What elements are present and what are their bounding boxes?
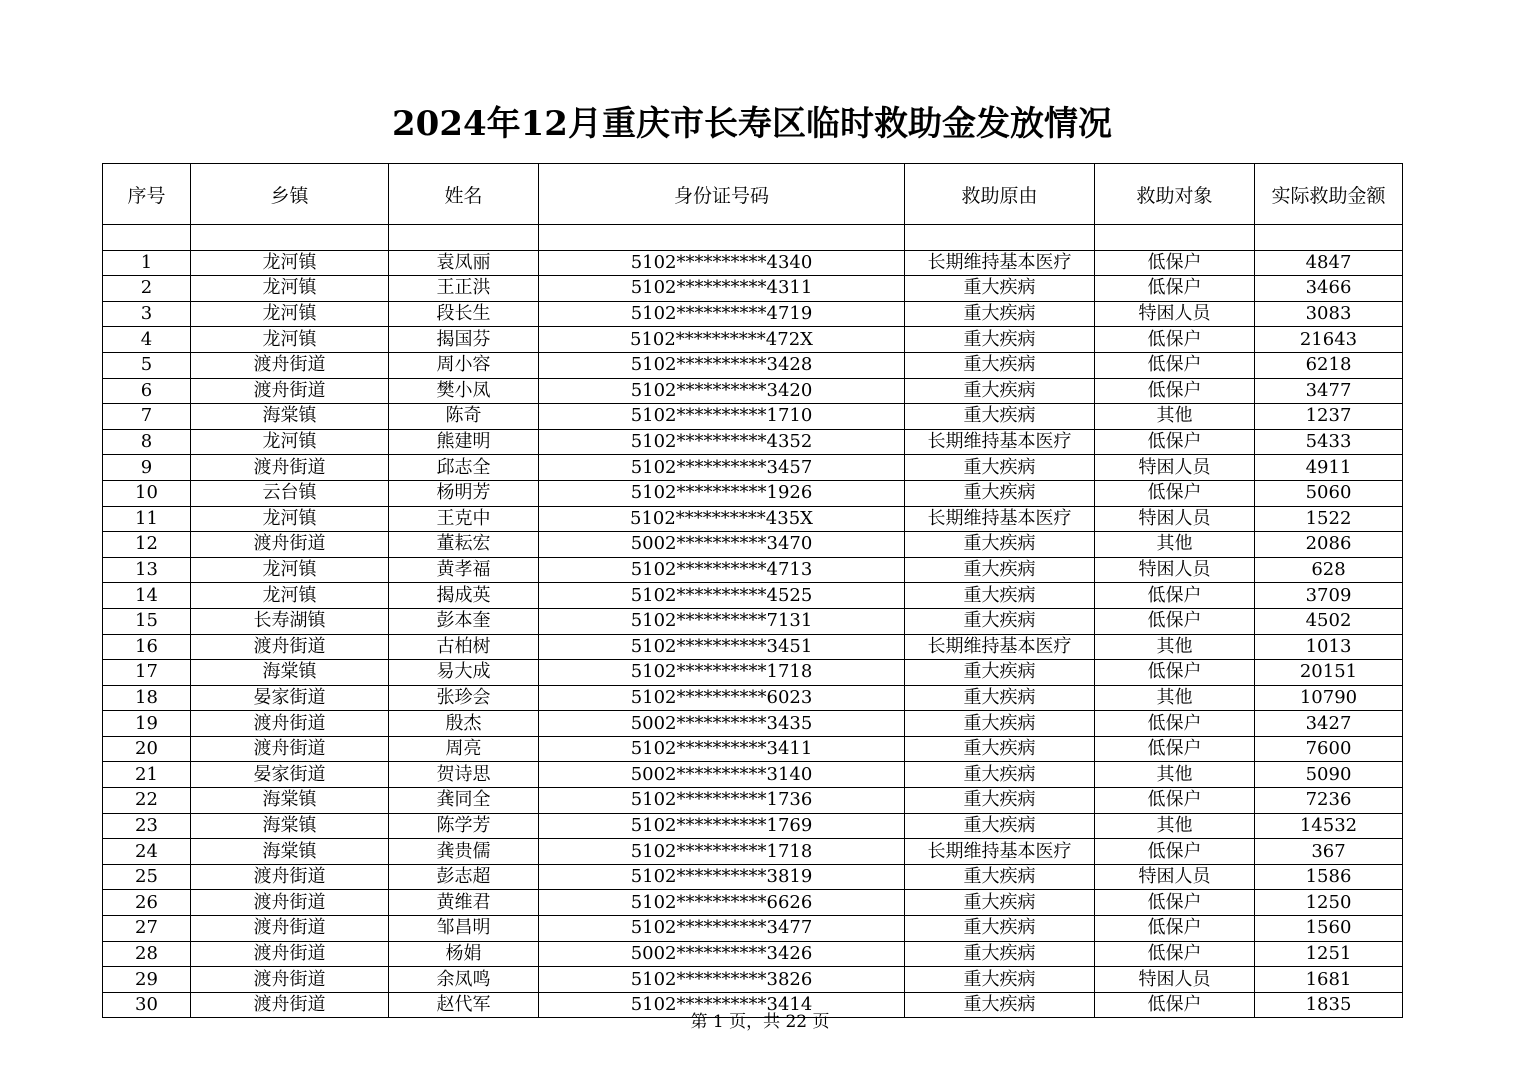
column-header-id-number: 身份证号码	[539, 164, 905, 225]
cell-township: 渡舟街道	[191, 864, 389, 890]
cell-amount: 7236	[1255, 788, 1403, 814]
cell-index: 26	[103, 890, 191, 916]
cell-reason: 重大疾病	[905, 404, 1095, 430]
cell-name: 龚贵儒	[389, 839, 539, 865]
cell-index: 17	[103, 660, 191, 686]
table-row	[103, 967, 1403, 993]
cell-index: 2	[103, 276, 191, 302]
cell-township: 云台镇	[191, 480, 389, 506]
table-row	[103, 352, 1403, 378]
cell-id-number: 5102**********4340	[539, 250, 905, 276]
cell-index: 18	[103, 685, 191, 711]
cell-township: 龙河镇	[191, 557, 389, 583]
cell-name: 贺诗思	[389, 762, 539, 788]
cell-name: 彭志超	[389, 864, 539, 890]
cell-township: 渡舟街道	[191, 890, 389, 916]
cell-amount: 4502	[1255, 608, 1403, 634]
cell-name: 邹昌明	[389, 916, 539, 942]
cell-id-number: 5002**********3426	[539, 941, 905, 967]
cell-name: 邱志全	[389, 455, 539, 481]
cell-name: 杨娟	[389, 941, 539, 967]
cell-reason: 重大疾病	[905, 557, 1095, 583]
cell-index: 25	[103, 864, 191, 890]
cell-reason: 长期维持基本医疗	[905, 429, 1095, 455]
cell-name: 杨明芳	[389, 480, 539, 506]
table-body	[103, 225, 1403, 1018]
cell-township: 渡舟街道	[191, 736, 389, 762]
cell-index: 5	[103, 352, 191, 378]
cell-township: 龙河镇	[191, 429, 389, 455]
page-title: 2024年12月重庆市长寿区临时救助金发放情况	[392, 104, 1112, 144]
cell-name: 陈学芳	[389, 813, 539, 839]
cell-name: 彭本奎	[389, 608, 539, 634]
table-row	[103, 634, 1403, 660]
cell-recipient-type: 其他	[1095, 762, 1255, 788]
cell-id-number: 5102**********3420	[539, 378, 905, 404]
cell-reason: 重大疾病	[905, 276, 1095, 302]
cell-recipient-type: 其他	[1095, 813, 1255, 839]
cell-township: 晏家街道	[191, 762, 389, 788]
cell-index: 1	[103, 250, 191, 276]
cell-name: 黄维君	[389, 890, 539, 916]
cell-amount: 3083	[1255, 301, 1403, 327]
cell-recipient-type: 其他	[1095, 404, 1255, 430]
page-footer: 第 1 页，共 22 页	[690, 1012, 830, 1032]
cell-recipient-type: 低保户	[1095, 352, 1255, 378]
cell-recipient-type: 低保户	[1095, 736, 1255, 762]
cell-reason: 重大疾病	[905, 455, 1095, 481]
cell-township: 渡舟街道	[191, 634, 389, 660]
cell-name: 陈奇	[389, 404, 539, 430]
cell-id-number: 5102**********3477	[539, 916, 905, 942]
cell-id-number: 5102**********4713	[539, 557, 905, 583]
column-header-name: 姓名	[389, 164, 539, 225]
table-row	[103, 788, 1403, 814]
cell-reason: 重大疾病	[905, 660, 1095, 686]
cell-index: 10	[103, 480, 191, 506]
cell-township: 海棠镇	[191, 404, 389, 430]
cell-index: 4	[103, 327, 191, 353]
cell-recipient-type: 低保户	[1095, 711, 1255, 737]
cell-id-number: 5102**********3451	[539, 634, 905, 660]
cell-amount: 1237	[1255, 404, 1403, 430]
table-row	[103, 685, 1403, 711]
cell-id-number: 5102**********7131	[539, 608, 905, 634]
cell-recipient-type: 低保户	[1095, 839, 1255, 865]
cell-amount: 5433	[1255, 429, 1403, 455]
cell-index: 30	[103, 992, 191, 1018]
cell-id-number: 5002**********3140	[539, 762, 905, 788]
cell-township: 海棠镇	[191, 788, 389, 814]
cell-id-number: 5102**********3414	[539, 992, 905, 1018]
table-row	[103, 890, 1403, 916]
cell-township: 渡舟街道	[191, 378, 389, 404]
cell-recipient-type: 低保户	[1095, 941, 1255, 967]
cell-reason: 长期维持基本医疗	[905, 839, 1095, 865]
cell-township: 渡舟街道	[191, 711, 389, 737]
cell-index: 19	[103, 711, 191, 737]
cell-name: 赵代军	[389, 992, 539, 1018]
cell-name: 周亮	[389, 736, 539, 762]
cell-amount: 5060	[1255, 480, 1403, 506]
cell-index: 29	[103, 967, 191, 993]
cell-reason: 重大疾病	[905, 685, 1095, 711]
cell-name: 樊小凤	[389, 378, 539, 404]
cell-id-number: 5102**********472X	[539, 327, 905, 353]
cell-index: 20	[103, 736, 191, 762]
cell-amount: 7600	[1255, 736, 1403, 762]
cell-id-number: 5102**********3428	[539, 352, 905, 378]
cell-index: 12	[103, 532, 191, 558]
cell-recipient-type: 低保户	[1095, 327, 1255, 353]
cell-reason: 重大疾病	[905, 916, 1095, 942]
column-header-reason: 救助原由	[905, 164, 1095, 225]
cell-reason: 重大疾病	[905, 941, 1095, 967]
table-row	[103, 378, 1403, 404]
cell-recipient-type: 低保户	[1095, 378, 1255, 404]
cell-index: 22	[103, 788, 191, 814]
cell-township: 海棠镇	[191, 660, 389, 686]
cell-index: 6	[103, 378, 191, 404]
cell-amount: 20151	[1255, 660, 1403, 686]
cell-amount: 367	[1255, 839, 1403, 865]
cell-amount: 3477	[1255, 378, 1403, 404]
cell-recipient-type: 低保户	[1095, 890, 1255, 916]
cell-recipient-type: 其他	[1095, 634, 1255, 660]
cell-township: 晏家街道	[191, 685, 389, 711]
cell-index: 3	[103, 301, 191, 327]
table-row	[103, 327, 1403, 353]
cell-reason: 重大疾病	[905, 813, 1095, 839]
cell-id-number: 5002**********3470	[539, 532, 905, 558]
cell-amount: 1835	[1255, 992, 1403, 1018]
cell-name: 揭成英	[389, 583, 539, 609]
cell-index: 21	[103, 762, 191, 788]
cell-id-number: 5102**********1718	[539, 660, 905, 686]
cell-reason: 长期维持基本医疗	[905, 250, 1095, 276]
cell-reason: 重大疾病	[905, 378, 1095, 404]
cell-id-number: 5102**********1736	[539, 788, 905, 814]
cell-township: 渡舟街道	[191, 352, 389, 378]
cell-recipient-type: 特困人员	[1095, 455, 1255, 481]
table-row	[103, 813, 1403, 839]
cell-index: 8	[103, 429, 191, 455]
cell-amount: 1251	[1255, 941, 1403, 967]
cell-reason: 重大疾病	[905, 864, 1095, 890]
cell-amount: 1586	[1255, 864, 1403, 890]
cell-amount: 3427	[1255, 711, 1403, 737]
cell-township: 渡舟街道	[191, 941, 389, 967]
cell-id-number: 5102**********1926	[539, 480, 905, 506]
cell-township: 渡舟街道	[191, 967, 389, 993]
column-header-index: 序号	[103, 164, 191, 225]
cell-township: 渡舟街道	[191, 992, 389, 1018]
cell-name: 袁凤丽	[389, 250, 539, 276]
cell-township: 渡舟街道	[191, 455, 389, 481]
cell-amount: 4847	[1255, 250, 1403, 276]
table-row	[103, 762, 1403, 788]
table-row	[103, 711, 1403, 737]
table-row	[103, 916, 1403, 942]
cell-amount: 1560	[1255, 916, 1403, 942]
cell-index: 23	[103, 813, 191, 839]
column-header-recipient-type: 救助对象	[1095, 164, 1255, 225]
cell-index: 15	[103, 608, 191, 634]
cell-reason: 重大疾病	[905, 788, 1095, 814]
cell-township: 龙河镇	[191, 583, 389, 609]
cell-name: 王正洪	[389, 276, 539, 302]
cell-name: 周小容	[389, 352, 539, 378]
cell-id-number: 5102**********1718	[539, 839, 905, 865]
cell-amount: 2086	[1255, 532, 1403, 558]
table-row	[103, 480, 1403, 506]
table-row	[103, 404, 1403, 430]
table-row	[103, 429, 1403, 455]
table-row	[103, 532, 1403, 558]
column-header-amount: 实际救助金额	[1255, 164, 1403, 225]
cell-id-number: 5102**********3826	[539, 967, 905, 993]
cell-recipient-type: 低保户	[1095, 788, 1255, 814]
cell-index: 9	[103, 455, 191, 481]
cell-id-number: 5102**********1769	[539, 813, 905, 839]
cell-index: 16	[103, 634, 191, 660]
cell-index: 28	[103, 941, 191, 967]
column-header-township: 乡镇	[191, 164, 389, 225]
table-row	[103, 583, 1403, 609]
cell-id-number: 5102**********4352	[539, 429, 905, 455]
cell-amount: 21643	[1255, 327, 1403, 353]
cell-recipient-type: 特困人员	[1095, 506, 1255, 532]
cell-recipient-type: 特困人员	[1095, 301, 1255, 327]
cell-reason: 重大疾病	[905, 762, 1095, 788]
cell-index: 27	[103, 916, 191, 942]
cell-amount: 10790	[1255, 685, 1403, 711]
cell-name: 张珍会	[389, 685, 539, 711]
cell-name: 余凤鸣	[389, 967, 539, 993]
cell-amount: 628	[1255, 557, 1403, 583]
cell-recipient-type: 低保户	[1095, 608, 1255, 634]
cell-id-number: 5102**********3457	[539, 455, 905, 481]
cell-recipient-type: 低保户	[1095, 916, 1255, 942]
header-spacer	[103, 225, 1403, 251]
cell-reason: 重大疾病	[905, 890, 1095, 916]
cell-reason: 长期维持基本医疗	[905, 634, 1095, 660]
cell-amount: 14532	[1255, 813, 1403, 839]
cell-reason: 重大疾病	[905, 736, 1095, 762]
cell-name: 董耘宏	[389, 532, 539, 558]
cell-name: 黄孝福	[389, 557, 539, 583]
cell-recipient-type: 低保户	[1095, 480, 1255, 506]
cell-amount: 1681	[1255, 967, 1403, 993]
cell-id-number: 5102**********6023	[539, 685, 905, 711]
table-row	[103, 660, 1403, 686]
cell-id-number: 5102**********4719	[539, 301, 905, 327]
cell-recipient-type: 低保户	[1095, 250, 1255, 276]
cell-index: 7	[103, 404, 191, 430]
cell-name: 龚同全	[389, 788, 539, 814]
cell-index: 24	[103, 839, 191, 865]
cell-recipient-type: 低保户	[1095, 276, 1255, 302]
cell-township: 龙河镇	[191, 301, 389, 327]
cell-recipient-type: 低保户	[1095, 660, 1255, 686]
table-row	[103, 301, 1403, 327]
cell-reason: 重大疾病	[905, 532, 1095, 558]
cell-township: 龙河镇	[191, 506, 389, 532]
cell-reason: 重大疾病	[905, 992, 1095, 1018]
table-row	[103, 250, 1403, 276]
cell-township: 龙河镇	[191, 250, 389, 276]
cell-id-number: 5102**********3819	[539, 864, 905, 890]
cell-recipient-type: 低保户	[1095, 583, 1255, 609]
cell-id-number: 5102**********4525	[539, 583, 905, 609]
cell-reason: 长期维持基本医疗	[905, 506, 1095, 532]
cell-reason: 重大疾病	[905, 583, 1095, 609]
cell-amount: 3709	[1255, 583, 1403, 609]
cell-reason: 重大疾病	[905, 301, 1095, 327]
cell-index: 11	[103, 506, 191, 532]
cell-name: 揭国芬	[389, 327, 539, 353]
table-row	[103, 839, 1403, 865]
cell-index: 13	[103, 557, 191, 583]
cell-id-number: 5102**********6626	[539, 890, 905, 916]
cell-amount: 4911	[1255, 455, 1403, 481]
cell-recipient-type: 低保户	[1095, 992, 1255, 1018]
cell-name: 古柏树	[389, 634, 539, 660]
cell-recipient-type: 低保户	[1095, 429, 1255, 455]
cell-township: 海棠镇	[191, 813, 389, 839]
cell-id-number: 5102**********3411	[539, 736, 905, 762]
table-row	[103, 557, 1403, 583]
cell-recipient-type: 特困人员	[1095, 864, 1255, 890]
header-row	[103, 164, 1403, 225]
cell-township: 海棠镇	[191, 839, 389, 865]
table-row	[103, 941, 1403, 967]
cell-reason: 重大疾病	[905, 608, 1095, 634]
cell-amount: 6218	[1255, 352, 1403, 378]
table-row	[103, 736, 1403, 762]
cell-name: 殷杰	[389, 711, 539, 737]
relief-table	[102, 163, 1403, 1018]
cell-amount: 3466	[1255, 276, 1403, 302]
cell-amount: 1522	[1255, 506, 1403, 532]
cell-name: 段长生	[389, 301, 539, 327]
cell-reason: 重大疾病	[905, 327, 1095, 353]
cell-reason: 重大疾病	[905, 352, 1095, 378]
cell-id-number: 5102**********4311	[539, 276, 905, 302]
cell-reason: 重大疾病	[905, 711, 1095, 737]
table-row	[103, 506, 1403, 532]
cell-reason: 重大疾病	[905, 480, 1095, 506]
cell-recipient-type: 特困人员	[1095, 557, 1255, 583]
cell-recipient-type: 其他	[1095, 685, 1255, 711]
cell-township: 渡舟街道	[191, 916, 389, 942]
cell-amount: 1013	[1255, 634, 1403, 660]
cell-recipient-type: 其他	[1095, 532, 1255, 558]
cell-amount: 5090	[1255, 762, 1403, 788]
cell-recipient-type: 特困人员	[1095, 967, 1255, 993]
cell-id-number: 5102**********435X	[539, 506, 905, 532]
cell-reason: 重大疾病	[905, 967, 1095, 993]
cell-township: 龙河镇	[191, 276, 389, 302]
cell-name: 易大成	[389, 660, 539, 686]
table-row	[103, 455, 1403, 481]
cell-name: 王克中	[389, 506, 539, 532]
cell-index: 14	[103, 583, 191, 609]
cell-township: 长寿湖镇	[191, 608, 389, 634]
table-row	[103, 864, 1403, 890]
cell-name: 熊建明	[389, 429, 539, 455]
cell-township: 渡舟街道	[191, 532, 389, 558]
cell-id-number: 5102**********1710	[539, 404, 905, 430]
cell-amount: 1250	[1255, 890, 1403, 916]
cell-township: 龙河镇	[191, 327, 389, 353]
table-row	[103, 276, 1403, 302]
table-row	[103, 608, 1403, 634]
cell-id-number: 5002**********3435	[539, 711, 905, 737]
